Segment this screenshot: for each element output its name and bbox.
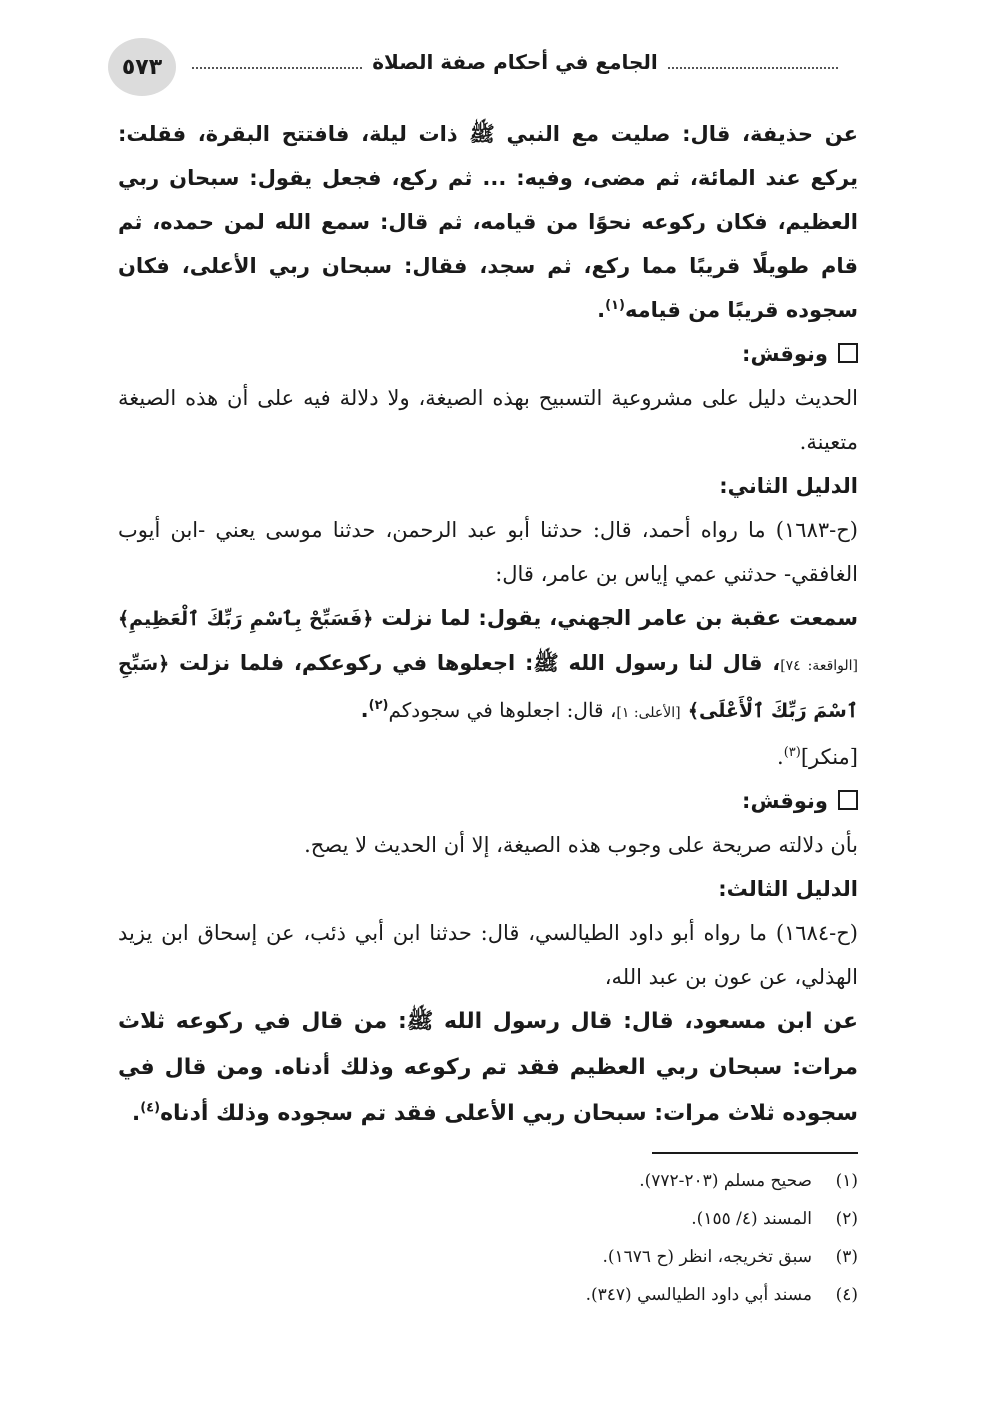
second-evidence-heading: الدليل الثاني: [719,474,858,498]
hadith-text-2: سمعت عقبة بن عامر الجهني، يقول: لما نزلت ﴿فَسَبِّحْ بِٱسْمِ رَبِّكَ ٱلْعَظِيمِ﴾ [الواقعة: ٧٤]، قال لنا رسول الله ﷺ: اجعلوها في ركوعكم، فلما نزلت ﴿سَبِّحِ ٱسْمَ رَبِّكَ ٱلْأَعْلَى﴾ [الأعلى: ١]، قال: اجعلوها في سجودكم$^{(٢)}$. [118,606,859,722]
footnote-ref-1[interactable]: (١) [605,298,625,313]
objection-heading-2: ونوقش: [118,779,858,823]
objection-heading-1: ونوقش: [118,332,858,376]
footnote-item: (١) صحيح مسلم (٢٠٣-٧٧٢). [639,1171,858,1191]
objection-text-1: الحديث دليل على مشروعية التسبيح بهذه الصيغة، ولا دلالة فيه على أن هذه الصيغة متعينة. [118,386,858,454]
third-evidence-heading: الدليل الثالث: [718,877,858,901]
footnotes [118,1162,858,1314]
footnote-ref-3[interactable]: (٣) [783,745,801,760]
chain-text-2: (ح-١٦٨٣) ما رواه أحمد، قال: حدثنا أبو عبد الرحمن، حدثنا موسى يعني -ابن أيوب الغافقي- حدثني عمي إياس بن عامر، قال: [118,518,858,586]
running-title: الجامع في أحكام صفة الصلاة [372,50,658,74]
footnote-ref-4[interactable]: (٤) [140,1100,161,1116]
hadith-grade: [منكر]$^{(٣)}$. [777,745,858,769]
footnote-ref-2[interactable]: (٢) [368,698,389,713]
checkbox-square-icon [838,790,858,810]
footnote-item: (٤) مسند أبي داود الطيالسي (٣٤٧). [585,1285,858,1305]
footnote-separator [652,1152,858,1154]
chain-text-3: (ح-١٦٨٤) ما رواه أبو داود الطيالسي، قال: حدثنا ابن أبي ذئب، عن إسحاق ابن يزيد الهذلي، عن عون بن عبد الله، [118,921,858,989]
checkbox-square-icon [838,343,858,363]
hadith-text-1: عن حذيفة، قال: صليت مع النبي ﷺ ذات ليلة، فافتتح البقرة، فقلت: يركع عند المائة، ثم مضى، وفيه: ... ثم ركع، فجعل يقول: سبحان ربي العظيم، فكان ركوعه نحوًا من قيامه، ثم قال: سمع الله لمن حمده، ثم قام طويلًا قريبًا مما ركع، ثم سجد، فقال: سبحان ربي الأعلى، فكان سجوده قريبًا من قيامه$^{(١)}$. [118,122,858,322]
footnote-item: (٢) المسند (٤/ ١٥٥). [691,1209,858,1229]
footnote-item: (٣) سبق تخريجه، انظر (ح ١٦٧٦). [602,1247,858,1267]
quran-verse-2: ﴿سَبِّحِ ٱسْمَ رَبِّكَ ٱلْأَعْلَى﴾ [118,653,858,722]
header-dots-left [192,67,362,69]
quran-verse-1: ﴿فَسَبِّحْ بِٱسْمِ رَبِّكَ ٱلْعَظِيمِ﴾ [118,608,374,630]
page-header [108,38,848,98]
header-dots-right [668,67,838,69]
objection-text-2: بأن دلالته صريحة على وجوب هذه الصيغة، إلا أن الحديث لا يصح. [304,833,858,857]
page-body [118,112,858,1137]
hadith-text-3: عن ابن مسعود، قال: قال رسول الله ﷺ: من قال في ركوعه ثلاث مرات: سبحان ربي العظيم فقد تم ركوعه وذلك أدناه. ومن قال في سجوده ثلاث مرات: سبحان ربي الأعلى فقد تم سجوده وذلك أدناه$^{(٤)}$. [118,1009,858,1126]
running-title-bar [180,50,848,74]
verse-citation-2: [الأعلى: ١] [616,705,681,721]
page-number: ٥٧٣ [108,38,176,96]
verse-citation-1: [الواقعة: ٧٤] [780,658,859,674]
